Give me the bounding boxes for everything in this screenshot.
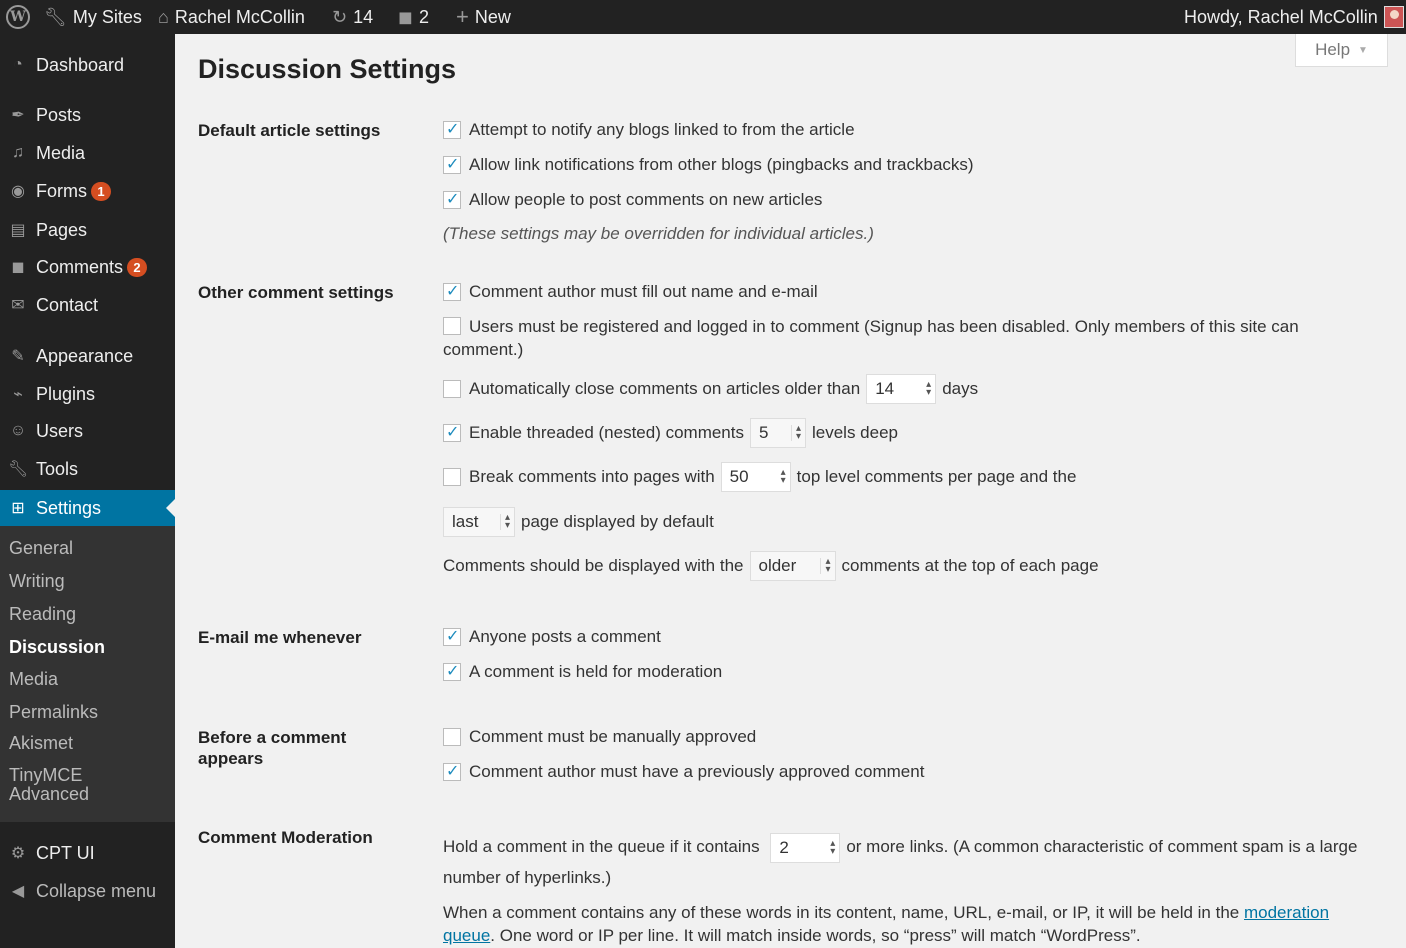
- allow-pingbacks-checkbox[interactable]: [443, 156, 461, 174]
- admin-sidebar: [0, 34, 175, 948]
- option-label: Anyone posts a comment: [469, 627, 661, 646]
- sidebar-item-forms[interactable]: [0, 173, 175, 209]
- sidebar-item-label: Appearance: [36, 345, 134, 366]
- updates-icon: ↻: [332, 7, 348, 27]
- description-text: . One word or IP per line. It will match inside words, so “press” will match “WordPress”.: [490, 926, 1141, 945]
- option-label: Break comments into pages with: [469, 467, 715, 486]
- option-label: Attempt to notify any blogs linked to from the article: [469, 120, 855, 139]
- sidebar-item-label: CPT UI: [36, 842, 95, 863]
- manual-approve-option[interactable]: [443, 722, 756, 752]
- pin-icon: ✒: [11, 107, 25, 124]
- sidebar-item-plugins[interactable]: [0, 376, 175, 412]
- comments-menu[interactable]: [398, 0, 429, 34]
- pages-icon: ▤: [10, 222, 26, 239]
- option-label: Comments should be displayed with the: [443, 556, 744, 575]
- other-comment-settings-label: Other comment settings: [198, 283, 394, 302]
- select-arrows-icon: ▴ ▾: [820, 558, 830, 574]
- dashboard-icon: ◔: [13, 56, 23, 73]
- anyone-posts-option[interactable]: [443, 622, 661, 652]
- my-sites-label: My Sites: [72, 7, 142, 27]
- require-name-email-checkbox[interactable]: [443, 283, 461, 301]
- home-icon: ⌂: [158, 7, 169, 27]
- sidebar-item-label: Forms: [36, 180, 87, 201]
- submenu-item-media[interactable]: Media: [9, 669, 59, 689]
- paintbrush-icon: ✎: [11, 348, 25, 365]
- comment-order-option: [443, 551, 1099, 581]
- sidebar-item-settings[interactable]: [0, 490, 175, 526]
- email-me-whenever-label: E-mail me whenever: [198, 628, 362, 647]
- select-value: older: [758, 556, 797, 575]
- site-name-label: Rachel McCollin: [174, 7, 305, 27]
- media-icon: ♫: [12, 144, 24, 161]
- description-text: When a comment contains any of these words in its content, name, URL, e-mail, or IP, it will be held in the: [443, 903, 1240, 922]
- forms-count-badge: 1: [91, 182, 111, 201]
- spinner-icon[interactable]: ▴ ▾: [780, 467, 786, 486]
- auto-close-checkbox[interactable]: [443, 380, 461, 398]
- notify-blogs-checkbox[interactable]: [443, 121, 461, 139]
- sidebar-item-dashboard[interactable]: [0, 47, 175, 83]
- avatar: [1384, 6, 1404, 28]
- require-name-email-option[interactable]: [443, 277, 818, 307]
- sidebar-item-label: Contact: [36, 294, 99, 315]
- anyone-posts-checkbox[interactable]: [443, 628, 461, 646]
- my-account-menu[interactable]: [1184, 0, 1404, 34]
- option-label: levels deep: [812, 423, 899, 442]
- previously-approved-checkbox[interactable]: [443, 763, 461, 781]
- threaded-comments-checkbox[interactable]: [443, 424, 461, 442]
- option-label: Automatically close comments on articles older than: [469, 379, 861, 398]
- sidebar-item-label: Plugins: [36, 383, 96, 404]
- option-label: Enable threaded (nested) comments: [469, 423, 744, 442]
- submenu-item-tinymce[interactable]: TinyMCE Advanced: [9, 765, 90, 804]
- comment-order-select[interactable]: [750, 551, 836, 581]
- spinner-icon[interactable]: ▴ ▾: [830, 837, 836, 857]
- option-label: Users must be registered and logged in to comment (Signup has been disabled. Only members of this site can comment.): [443, 317, 1299, 359]
- option-label: Comment author must fill out name and e-mail: [469, 282, 818, 301]
- caret-down-icon: ▼: [1358, 44, 1368, 56]
- paged-comments-checkbox[interactable]: [443, 468, 461, 486]
- option-label: top level comments per page and the: [796, 467, 1077, 486]
- option-label: Comment must be manually approved: [469, 727, 757, 746]
- option-label: Comment author must have a previously approved comment: [469, 762, 925, 781]
- mail-icon: ✉: [11, 297, 25, 314]
- help-label: Help: [1315, 40, 1351, 59]
- submenu-item-discussion[interactable]: Discussion: [9, 637, 106, 657]
- override-note: (These settings may be overridden for individual articles.): [443, 224, 874, 243]
- wrench-icon: 🔧︎: [8, 461, 29, 478]
- settings-submenu: [0, 526, 175, 822]
- registered-only-option[interactable]: [443, 315, 1373, 361]
- thread-depth-select[interactable]: [750, 418, 806, 448]
- option-label: page displayed by default: [521, 512, 714, 531]
- submenu-item-akismet[interactable]: Akismet: [9, 733, 74, 753]
- select-value: last: [452, 512, 479, 531]
- page-title: Discussion Settings: [198, 54, 457, 84]
- paged-comments-option[interactable]: [443, 462, 1076, 492]
- option-label: Hold a comment in the queue if it contains: [443, 837, 760, 856]
- notify-blogs-option[interactable]: [443, 115, 855, 145]
- sidebar-item-label: Posts: [36, 104, 82, 125]
- submenu-item-permalinks[interactable]: Permalinks: [9, 702, 99, 722]
- wordpress-menu[interactable]: [6, 0, 30, 34]
- threaded-comments-option[interactable]: [443, 418, 898, 448]
- comment-moderation-label: Comment Moderation: [198, 828, 373, 847]
- sidebar-item-label: Comments: [36, 256, 124, 277]
- max-links-input[interactable]: [770, 833, 840, 863]
- sidebar-item-label: Dashboard: [36, 54, 125, 75]
- sidebar-item-contact[interactable]: [0, 287, 175, 323]
- help-tab-button[interactable]: [1295, 34, 1388, 67]
- wordpress-logo-icon: W: [6, 5, 30, 29]
- input-value: 2: [779, 838, 789, 858]
- option-label: or more links. (A common characteristic of comment spam is a large number of hyperlinks.): [443, 837, 1358, 887]
- sidebar-item-label: Collapse menu: [36, 880, 157, 901]
- gear-icon: ⚙: [10, 845, 26, 862]
- new-content-menu[interactable]: [456, 0, 511, 34]
- sidebar-item-label: Pages: [36, 219, 88, 240]
- registered-only-checkbox[interactable]: [443, 317, 461, 335]
- option-label: days: [942, 379, 979, 398]
- sidebar-item-pages[interactable]: [0, 212, 175, 248]
- new-label: New: [474, 7, 511, 27]
- wrench-icon: 🔧︎: [44, 7, 67, 27]
- sidebar-item-tools[interactable]: [0, 451, 175, 487]
- admin-bar: [0, 0, 1406, 34]
- plus-icon: +: [456, 4, 469, 29]
- allow-pingbacks-option[interactable]: [443, 150, 974, 180]
- sidebar-item-comments[interactable]: [0, 249, 175, 285]
- updates-count: 14: [353, 7, 374, 27]
- sidebar-item-label: Settings: [36, 497, 102, 518]
- settings-icon: ⊞: [11, 500, 25, 517]
- option-label: comments at the top of each page: [841, 556, 1099, 575]
- howdy-label: Howdy, Rachel McCollin: [1184, 7, 1378, 27]
- allow-comments-option[interactable]: [443, 185, 822, 215]
- auto-close-option[interactable]: [443, 374, 978, 404]
- select-value: 5: [759, 423, 769, 442]
- sidebar-item-label: Media: [36, 142, 86, 163]
- select-arrows-icon: ▴ ▾: [500, 514, 510, 530]
- submenu-item-general[interactable]: General: [9, 538, 74, 558]
- sidebar-item-posts[interactable]: [0, 97, 175, 133]
- before-comment-appears-label: Before a comment appears: [198, 728, 347, 768]
- forms-icon: ◉: [11, 183, 25, 200]
- moderation-keys-description: [443, 901, 1373, 947]
- comment-bubble-icon: ◼: [398, 7, 413, 27]
- my-sites-menu[interactable]: [44, 0, 142, 34]
- moderation-queue-link[interactable]: moderation queue: [443, 903, 1330, 945]
- held-for-moderation-checkbox[interactable]: [443, 663, 461, 681]
- sidebar-item-users[interactable]: [0, 413, 175, 449]
- comments-count-badge: 2: [127, 258, 147, 277]
- option-label: A comment is held for moderation: [469, 662, 723, 681]
- input-value: 14: [875, 379, 895, 398]
- option-label: Allow link notifications from other blogs (pingbacks and trackbacks): [469, 155, 974, 174]
- sidebar-item-appearance[interactable]: [0, 338, 175, 374]
- default-article-settings-label: Default article settings: [198, 121, 381, 140]
- sidebar-item-media[interactable]: [0, 135, 175, 171]
- user-icon: ☺: [9, 422, 27, 439]
- previously-approved-option[interactable]: [443, 757, 924, 787]
- auto-close-days-input[interactable]: [866, 374, 936, 404]
- sidebar-item-label: Tools: [36, 458, 79, 479]
- comments-count: 2: [418, 7, 429, 27]
- site-name-menu[interactable]: [158, 0, 305, 34]
- plugin-icon: ⌁: [13, 386, 23, 403]
- manual-approve-checkbox[interactable]: [443, 728, 461, 746]
- select-arrows-icon: ▴ ▾: [791, 425, 801, 441]
- collapse-arrow-icon: ◀: [11, 883, 25, 900]
- held-for-moderation-option[interactable]: [443, 657, 722, 687]
- input-value: 50: [729, 467, 749, 486]
- sidebar-item-cpt-ui[interactable]: [0, 835, 175, 871]
- comments-per-page-input[interactable]: [721, 462, 791, 492]
- hold-links-option: [443, 832, 1373, 892]
- option-label: Allow people to post comments on new articles: [469, 190, 823, 209]
- allow-comments-checkbox[interactable]: [443, 191, 461, 209]
- sidebar-item-label: Users: [36, 420, 84, 441]
- submenu-item-reading[interactable]: Reading: [9, 604, 77, 624]
- default-comments-page-select[interactable]: [443, 507, 515, 537]
- updates-menu[interactable]: [332, 0, 373, 34]
- spinner-icon[interactable]: ▴ ▾: [926, 379, 932, 398]
- collapse-menu-button[interactable]: [0, 873, 175, 909]
- submenu-item-writing[interactable]: Writing: [9, 571, 65, 591]
- comments-icon: ◼: [11, 259, 25, 276]
- default-page-option: [443, 507, 714, 537]
